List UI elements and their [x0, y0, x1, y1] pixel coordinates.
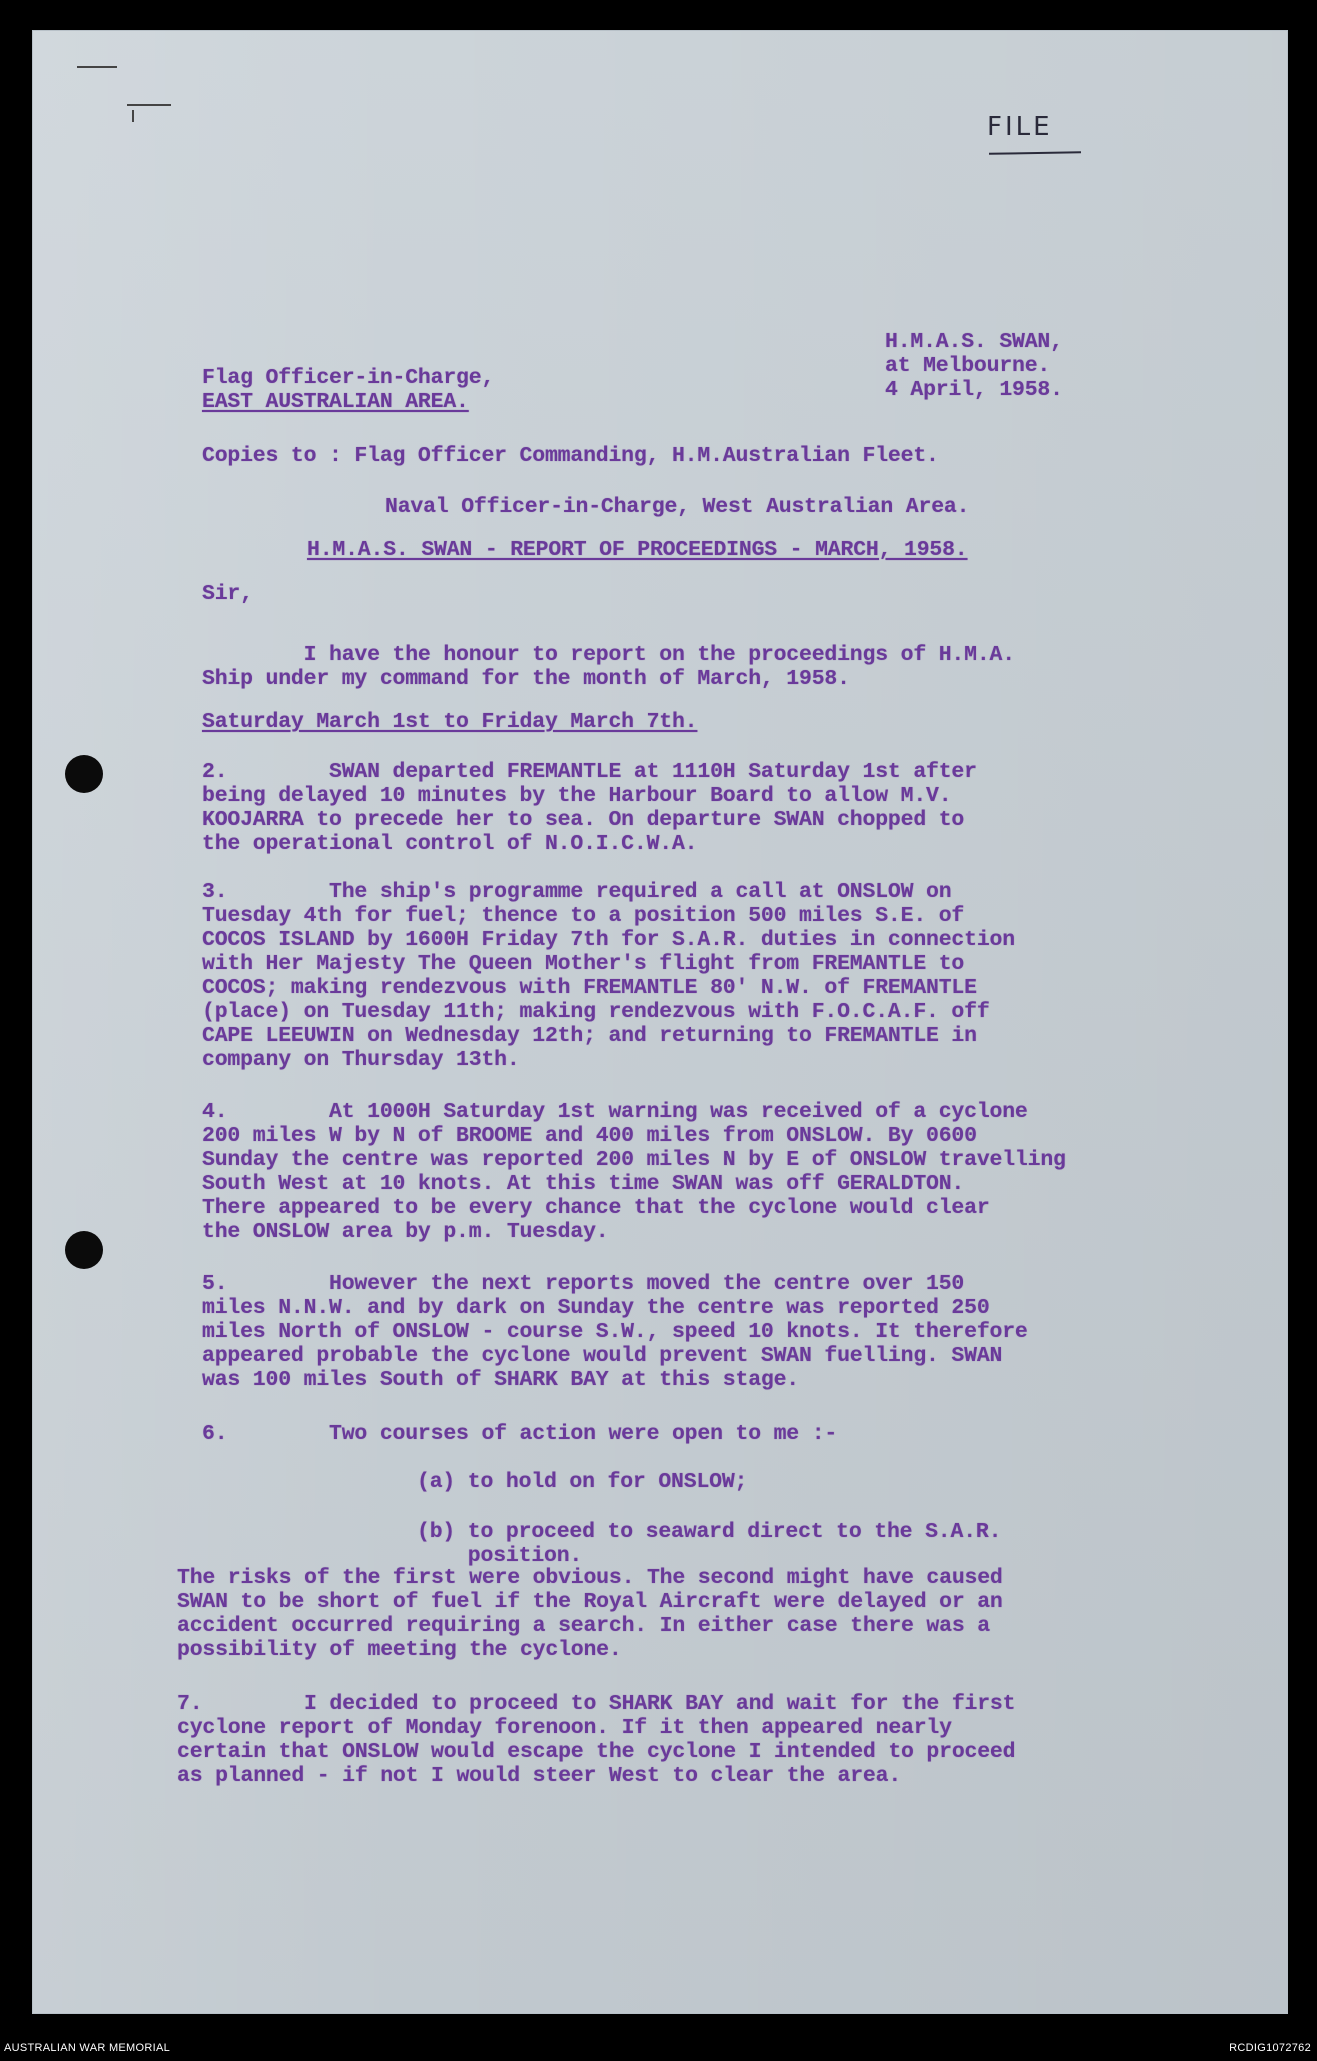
para4-line-5: There appeared to be every chance that the cyclone would clear [202, 1196, 990, 1220]
para7-line-1: 7. I decided to proceed to SHARK BAY and wait for the first [177, 1692, 1016, 1716]
header-ship: H.M.A.S. SWAN, [885, 330, 1063, 354]
copies-line2: Naval Officer-in-Charge, West Australian Area. [385, 495, 970, 519]
para3-line-1: 3. The ship's programme required a call at ONSLOW on [202, 880, 952, 904]
para4-line-6: the ONSLOW area by p.m. Tuesday. [202, 1220, 609, 1244]
para7-line-4: as planned - if not I would steer West to clear the area. [177, 1764, 902, 1788]
para5-line-1: 5. However the next reports moved the centre over 150 [202, 1272, 965, 1296]
staple-mark [127, 104, 171, 106]
para3-line-8: company on Thursday 13th. [202, 1048, 520, 1072]
para2-line-2: being delayed 10 minutes by the Harbour Board to allow M.V. [202, 784, 952, 808]
para4-line-4: South West at 10 knots. At this time SWAN was off GERALDTON. [202, 1172, 965, 1196]
para6-body-line-3: accident occurred requiring a search. In either case there was a [177, 1614, 990, 1638]
para4-line-2: 200 miles W by N of BROOME and 400 miles from ONSLOW. By 0600 [202, 1124, 977, 1148]
addressee-line1: Flag Officer-in-Charge, [202, 366, 495, 390]
para6-body-line-1: The risks of the first were obvious. The second might have caused [177, 1566, 1003, 1590]
para4-line-1: 4. At 1000H Saturday 1st warning was received of a cyclone [202, 1100, 1028, 1124]
para3-line-5: COCOS; making rendezvous with FREMANTLE 80' N.W. of FREMANTLE [202, 976, 977, 1000]
para3-line-7: CAPE LEEUWIN on Wednesday 12th; and returning to FREMANTLE in [202, 1024, 977, 1048]
copies-line1: Copies to : Flag Officer Commanding, H.M.Australian Fleet. [202, 444, 939, 468]
intro-line-1: I have the honour to report on the proceedings of H.M.A. [202, 643, 1015, 667]
para3-line-4: with Her Majesty The Queen Mother's flight from FREMANTLE to [202, 952, 965, 976]
para5-line-5: was 100 miles South of SHARK BAY at this stage. [202, 1368, 799, 1392]
para5-line-2: miles N.N.W. and by dark on Sunday the centre was reported 250 [202, 1296, 990, 1320]
para6-body-line-2: SWAN to be short of fuel if the Royal Aircraft were delayed or an [177, 1590, 1003, 1614]
para4-line-3: Sunday the centre was reported 200 miles N by E of ONSLOW travelling [202, 1148, 1066, 1172]
para6-option-b-line-2: position. [417, 1544, 583, 1568]
para6-option-b-line-1: (b) to proceed to seaward direct to the S.A.R. [417, 1520, 1002, 1544]
salutation: Sir, [202, 582, 253, 606]
section-heading: Saturday March 1st to Friday March 7th. [202, 710, 698, 734]
para7-line-2: cyclone report of Monday forenoon. If it then appeared nearly [177, 1716, 952, 1740]
para6-lead: 6. Two courses of action were open to me :- [202, 1422, 838, 1446]
footer-record-id: RCDIG1072762 [1229, 2042, 1311, 2054]
header-location: at Melbourne. [885, 354, 1051, 378]
para5-line-4: appeared probable the cyclone would prevent SWAN fuelling. SWAN [202, 1344, 1003, 1368]
subject-line: H.M.A.S. SWAN - REPORT OF PROCEEDINGS - MARCH, 1958. [307, 538, 968, 562]
handwritten-file-note [987, 112, 1087, 162]
para5-line-3: miles North of ONSLOW - course S.W., speed 10 knots. It therefore [202, 1320, 1028, 1344]
document-page [32, 30, 1288, 2014]
staple-mark [77, 66, 117, 68]
header-date: 4 April, 1958. [885, 378, 1063, 402]
para3-line-3: COCOS ISLAND by 1600H Friday 7th for S.A.R. duties in connection [202, 928, 1015, 952]
para3-line-2: Tuesday 4th for fuel; thence to a position 500 miles S.E. of [202, 904, 965, 928]
intro-line-2: Ship under my command for the month of March, 1958. [202, 667, 850, 691]
para2-line-4: the operational control of N.O.I.C.W.A. [202, 832, 698, 856]
footer-archive-label: AUSTRALIAN WAR MEMORIAL [4, 2042, 171, 2054]
punch-hole [65, 1231, 103, 1269]
punch-hole [65, 755, 103, 793]
addressee-line2: EAST AUSTRALIAN AREA. [202, 390, 469, 414]
staple-mark [132, 110, 134, 122]
para2-line-1: 2. SWAN departed FREMANTLE at 1110H Saturday 1st after [202, 760, 977, 784]
para3-line-6: (place) on Tuesday 11th; making rendezvous with F.O.C.A.F. off [202, 1000, 990, 1024]
para2-line-3: KOOJARRA to precede her to sea. On departure SWAN chopped to [202, 808, 965, 832]
para7-line-3: certain that ONSLOW would escape the cyclone I intended to proceed [177, 1740, 1016, 1764]
handwritten-file-text: FILE [987, 112, 1053, 142]
handwritten-underline [989, 151, 1081, 155]
para6-body-line-4: possibility of meeting the cyclone. [177, 1638, 622, 1662]
para6-option-a: (a) to hold on for ONSLOW; [417, 1470, 748, 1494]
